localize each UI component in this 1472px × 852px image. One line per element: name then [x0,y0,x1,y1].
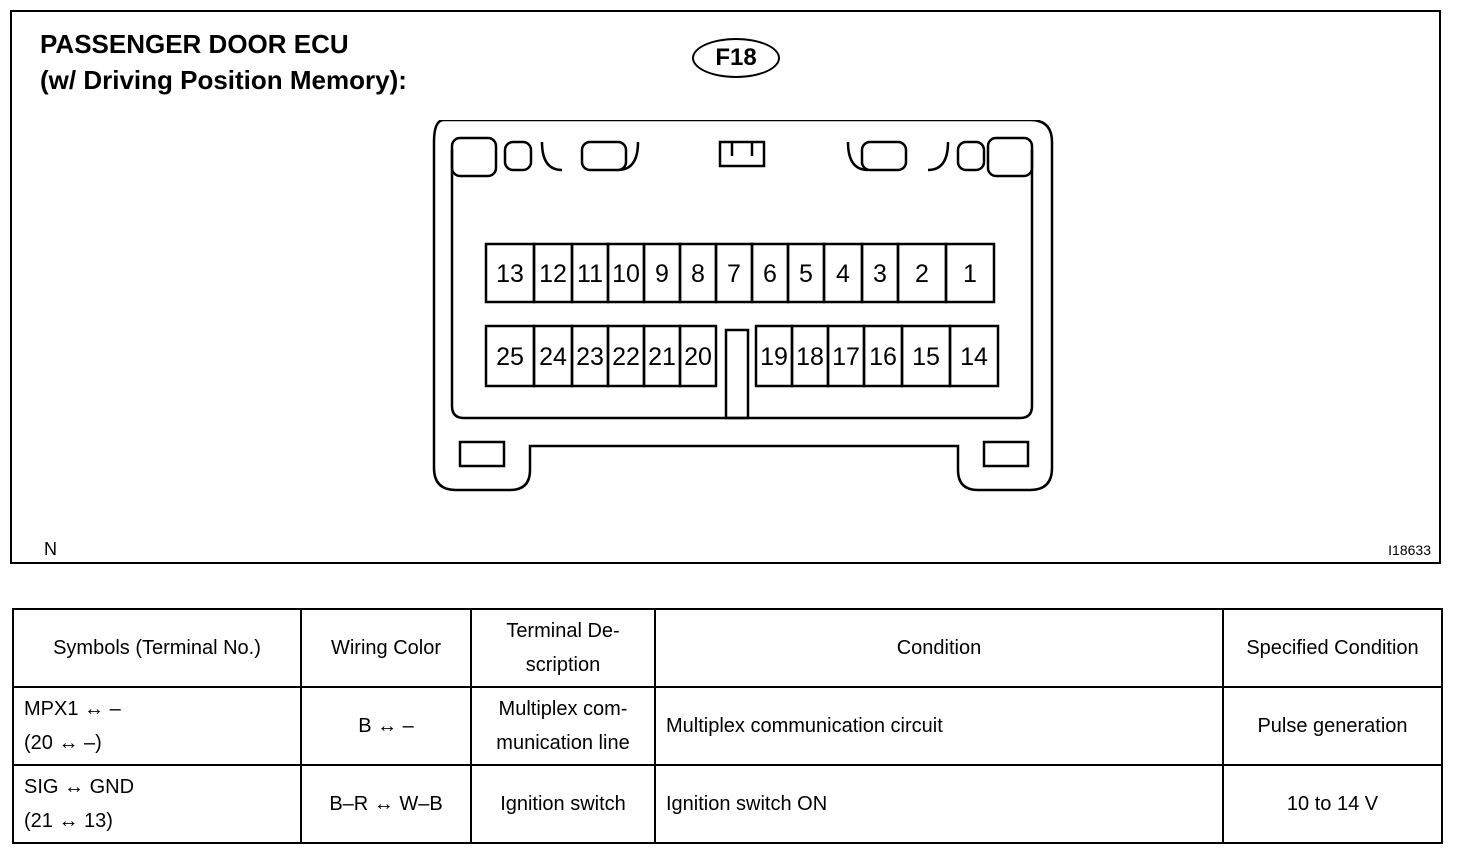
pin-label-10: 10 [612,260,640,288]
pin-label-5: 5 [799,260,813,288]
pin-label-4: 4 [836,260,850,288]
connector-code-badge: F18 [692,38,780,78]
table-header-row [13,609,1442,687]
top-pin-row [486,244,994,302]
table-row [13,687,1442,765]
symbol-text: MPX1 ↔ – [24,698,121,720]
corner-mark: N [44,539,57,559]
pin-label-18: 18 [796,343,824,371]
symbol-text: SIG ↔ GND [24,776,135,798]
header-symbols: Symbols (Terminal No.) [13,609,301,687]
bottom-right-pin-row [756,326,998,386]
cell-specified: Pulse generation [1223,687,1442,765]
pin-label-9: 9 [655,260,669,288]
desc-line-1: Multiplex com- [498,698,628,720]
cell-description [471,687,655,765]
pin-label-1: 1 [963,260,977,288]
pin-label-13: 13 [496,260,524,288]
pin-label-2: 2 [915,260,929,288]
cell-description [471,765,655,843]
pin-label-6: 6 [763,260,777,288]
figure-id: I18633 [1388,542,1431,558]
header-desc-line-1: Terminal De- [506,620,620,642]
pin-label-3: 3 [873,260,887,288]
diagram-title [40,26,407,98]
pin-label-11: 11 [577,260,603,288]
title-line-2: (w/ Driving Position Memory): [40,65,407,95]
cell-condition: Ignition switch ON [655,765,1223,843]
pin-label-24: 24 [539,343,567,371]
pin-label-17: 17 [832,343,860,371]
pin-label-14: 14 [960,343,988,371]
bottom-left-pin-row [486,326,716,386]
connector-housing [434,120,1052,490]
header-terminal-description [471,609,655,687]
header-specified-condition: Specified Condition [1223,609,1442,687]
pin-label-22: 22 [612,343,640,371]
connector-drawing [422,120,1062,500]
pin-label-23: 23 [576,343,604,371]
connector-diagram-panel [10,10,1441,564]
terminal-spec-table [12,608,1443,844]
cell-wiring: B–R ↔ W–B [301,765,471,843]
pin-label-15: 15 [912,343,940,371]
pin-label-8: 8 [691,260,705,288]
pin-label-16: 16 [869,343,897,371]
pin-label-20: 20 [684,343,712,371]
terminal-text: (20 ↔ –) [24,732,102,754]
header-wiring-color: Wiring Color [301,609,471,687]
pin-label-21: 21 [648,343,676,371]
pin-label-19: 19 [760,343,788,371]
header-desc-line-2: scription [525,654,601,676]
pin-label-25: 25 [496,343,524,371]
title-line-1: PASSENGER DOOR ECU [40,29,349,59]
cell-wiring: B ↔ – [301,687,471,765]
desc-line-1: Ignition switch [500,793,626,815]
cell-symbol [13,687,301,765]
header-condition: Condition [655,609,1223,687]
cell-condition: Multiplex communication circuit [655,687,1223,765]
pin-label-12: 12 [539,260,567,288]
pin-label-7: 7 [727,260,741,288]
table-row [13,765,1442,843]
cell-symbol [13,765,301,843]
cell-specified: 10 to 14 V [1223,765,1442,843]
desc-line-2: munication line [496,732,630,754]
terminal-text: (21 ↔ 13) [24,810,113,832]
